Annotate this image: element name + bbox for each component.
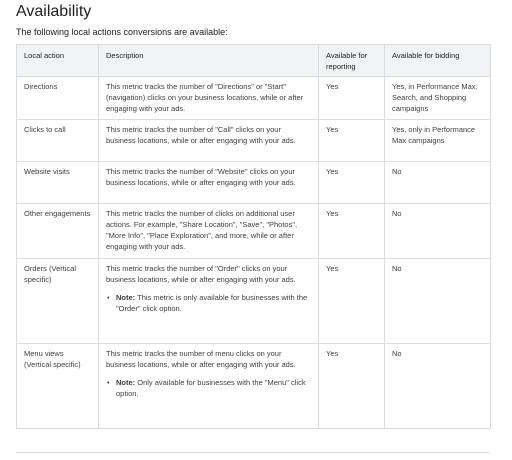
table-row (17, 162, 491, 204)
description-text: This metric tracks the number of "Order" clicks on your business locations, while or after engaging with your ads. (106, 264, 296, 284)
column-header-available-for-bidding: Available for bidding (385, 45, 491, 77)
cell-local-action: Website visits (17, 162, 99, 204)
cell-local-action: Other engagements (17, 204, 99, 259)
table-row (17, 204, 491, 259)
cell-local-action: Clicks to call (17, 120, 99, 162)
cell-description: This metric tracks the number of clicks on additional user actions. For example, "Share Location", "Save", "Photos", "More Info", "Place Exploration", and more, while or after engaging with your ads. (99, 204, 319, 259)
cell-description (99, 259, 319, 344)
cell-description: This metric tracks the number of "Call" clicks on your business locations, while or after engaging with your ads. (99, 120, 319, 162)
cell-local-action: Menu views (Vertical specific) (17, 344, 99, 429)
note-text: Only available for businesses with the "Menu" click option. (116, 378, 306, 398)
cell-local-action: Orders (Vertical specific) (17, 259, 99, 344)
cell-reporting: Yes (319, 204, 385, 259)
cell-local-action: Directions (17, 77, 99, 120)
cell-reporting: Yes (319, 344, 385, 429)
table-row (17, 120, 491, 162)
description-text: This metric tracks the number of menu clicks on your business locations, while or after engaging with your ads. (106, 349, 296, 369)
note-label: Note: (116, 293, 136, 302)
cell-bidding: No (385, 259, 491, 344)
cell-description (99, 344, 319, 429)
table-row (17, 259, 491, 344)
column-header-description: Description (99, 45, 319, 77)
cell-bidding: No (385, 162, 491, 204)
intro-text: The following local actions conversions are available: (16, 27, 228, 37)
table-header-row (17, 45, 491, 77)
availability-table (16, 44, 491, 429)
cell-bidding: Yes, in Performance Max, Search, and Shopping campaigns (385, 77, 491, 120)
cell-bidding: No (385, 344, 491, 429)
note-label: Note: (116, 378, 136, 387)
cell-reporting: Yes (319, 120, 385, 162)
note-text: This metric is only available for businesses with the "Order" click option. (116, 293, 308, 313)
bottom-divider (16, 452, 490, 453)
note-item (106, 292, 312, 314)
note-list (106, 292, 312, 314)
cell-reporting: Yes (319, 162, 385, 204)
cell-reporting: Yes (319, 77, 385, 120)
cell-description: This metric tracks the number of "Directions" or "Start" (navigation) clicks on your business locations, while or after engaging with your ads. (99, 77, 319, 120)
page-title: Availability (16, 3, 92, 20)
table-row (17, 344, 491, 429)
cell-reporting: Yes (319, 259, 385, 344)
cell-bidding: No (385, 204, 491, 259)
table-row (17, 77, 491, 120)
cell-bidding: Yes, only in Performance Max campaigns (385, 120, 491, 162)
column-header-local-action: Local action (17, 45, 99, 77)
note-list (106, 377, 312, 399)
column-header-available-for-reporting: Available for reporting (319, 45, 385, 77)
cell-description: This metric tracks the number of "Website" clicks on your business locations, while or after engaging with your ads. (99, 162, 319, 204)
note-item (106, 377, 312, 399)
